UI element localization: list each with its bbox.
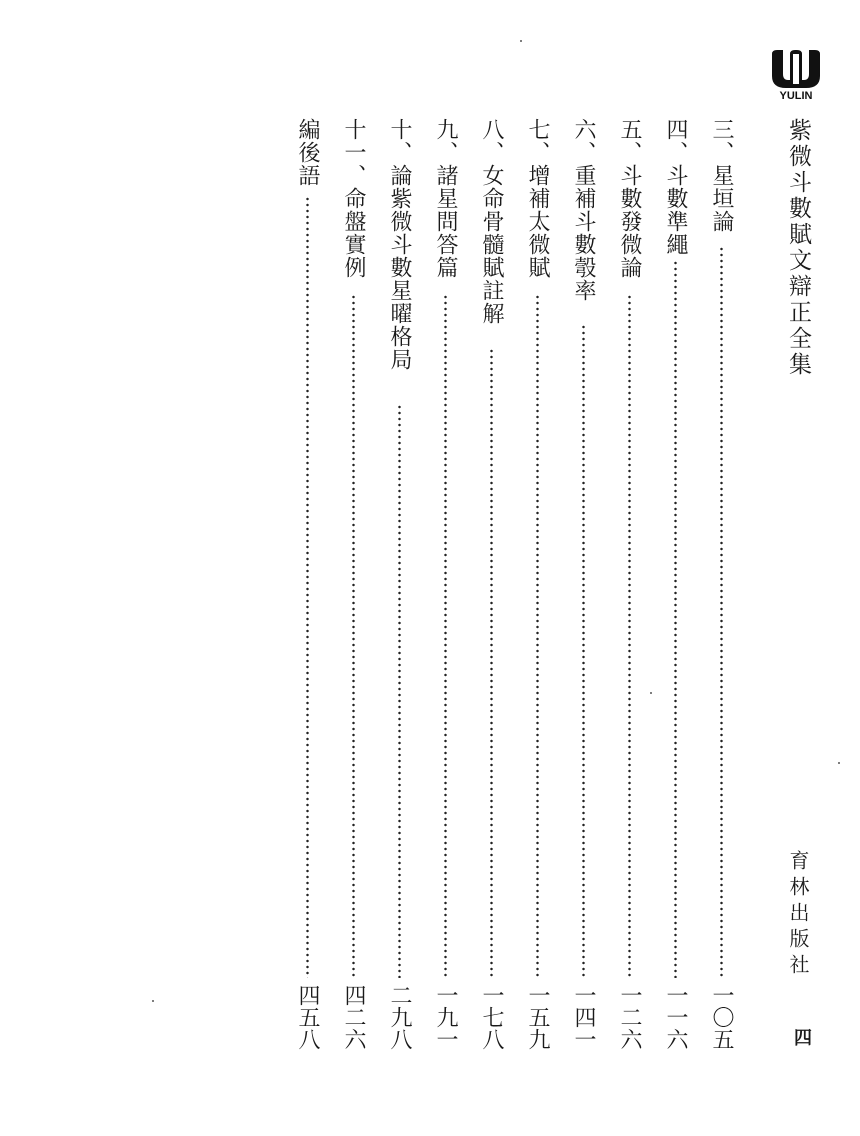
toc-entry-page: 一五九 [525,984,550,1050]
toc-entry-title: 六、重補斗數彀率 [571,118,596,302]
scan-speck [152,1000,154,1002]
toc-leader-dots [490,348,493,978]
publisher-name: 育林出版社 [786,850,810,980]
toc-entry-page: 一九一 [433,984,458,1050]
toc-entry[interactable] [522,118,552,1070]
toc-leader-dots [582,324,585,978]
toc-entry[interactable] [384,118,414,1070]
toc-entry[interactable] [568,118,598,1070]
toc-entry[interactable] [614,118,644,1070]
scan-speck [838,762,840,764]
toc-entry-title: 三、星垣論 [709,118,734,233]
toc-entry-title: 十一、命盤實例 [341,118,366,279]
toc-entry-title: 五、斗數發微論 [617,118,642,279]
logo-text: YULIN [779,90,813,102]
toc-entry-page: 一〇五 [709,984,734,1050]
toc-entry[interactable] [292,118,322,1070]
toc-entry[interactable] [476,118,506,1070]
toc-leader-dots [720,246,723,978]
yulin-logo-icon [766,50,826,90]
toc-entry-title: 九、諸星問答篇 [433,118,458,279]
toc-entry-page: 二九八 [387,984,412,1050]
toc-entry-title: 四、斗數準繩 [663,118,688,256]
toc-entry-title: 十、論紫微斗數星曜格局 [387,118,412,371]
toc-entry-page: 一七八 [479,984,504,1050]
toc-leader-dots [536,294,539,978]
toc-leader-dots [444,294,447,978]
publisher-logo [766,50,826,108]
scan-speck [650,692,652,694]
toc-entry-page: 一一六 [663,984,688,1050]
toc-entry-page: 一四一 [571,984,596,1050]
toc-entry[interactable] [660,118,690,1070]
toc-entry-page: 四五八 [295,984,320,1050]
toc-entry-title: 八、女命骨髓賦註解 [479,118,504,325]
toc-leader-dots [398,404,401,978]
toc-leader-dots [306,196,309,978]
toc-entry-page: 一二六 [617,984,642,1050]
toc-entry[interactable] [430,118,460,1070]
toc-leader-dots [352,294,355,978]
toc-entry[interactable] [706,118,736,1070]
toc-entry[interactable] [338,118,368,1070]
page-number: 四 [794,1028,812,1049]
scan-speck [520,40,522,42]
toc-leader-dots [674,260,677,978]
toc-leader-dots [628,294,631,978]
toc-entry-title: 七、增補太微賦 [525,118,550,279]
book-title: 紫微斗數賦文辯正全集 [785,118,811,378]
toc-entry-title: 編後語 [295,118,320,187]
toc-entry-page: 四二六 [341,984,366,1050]
